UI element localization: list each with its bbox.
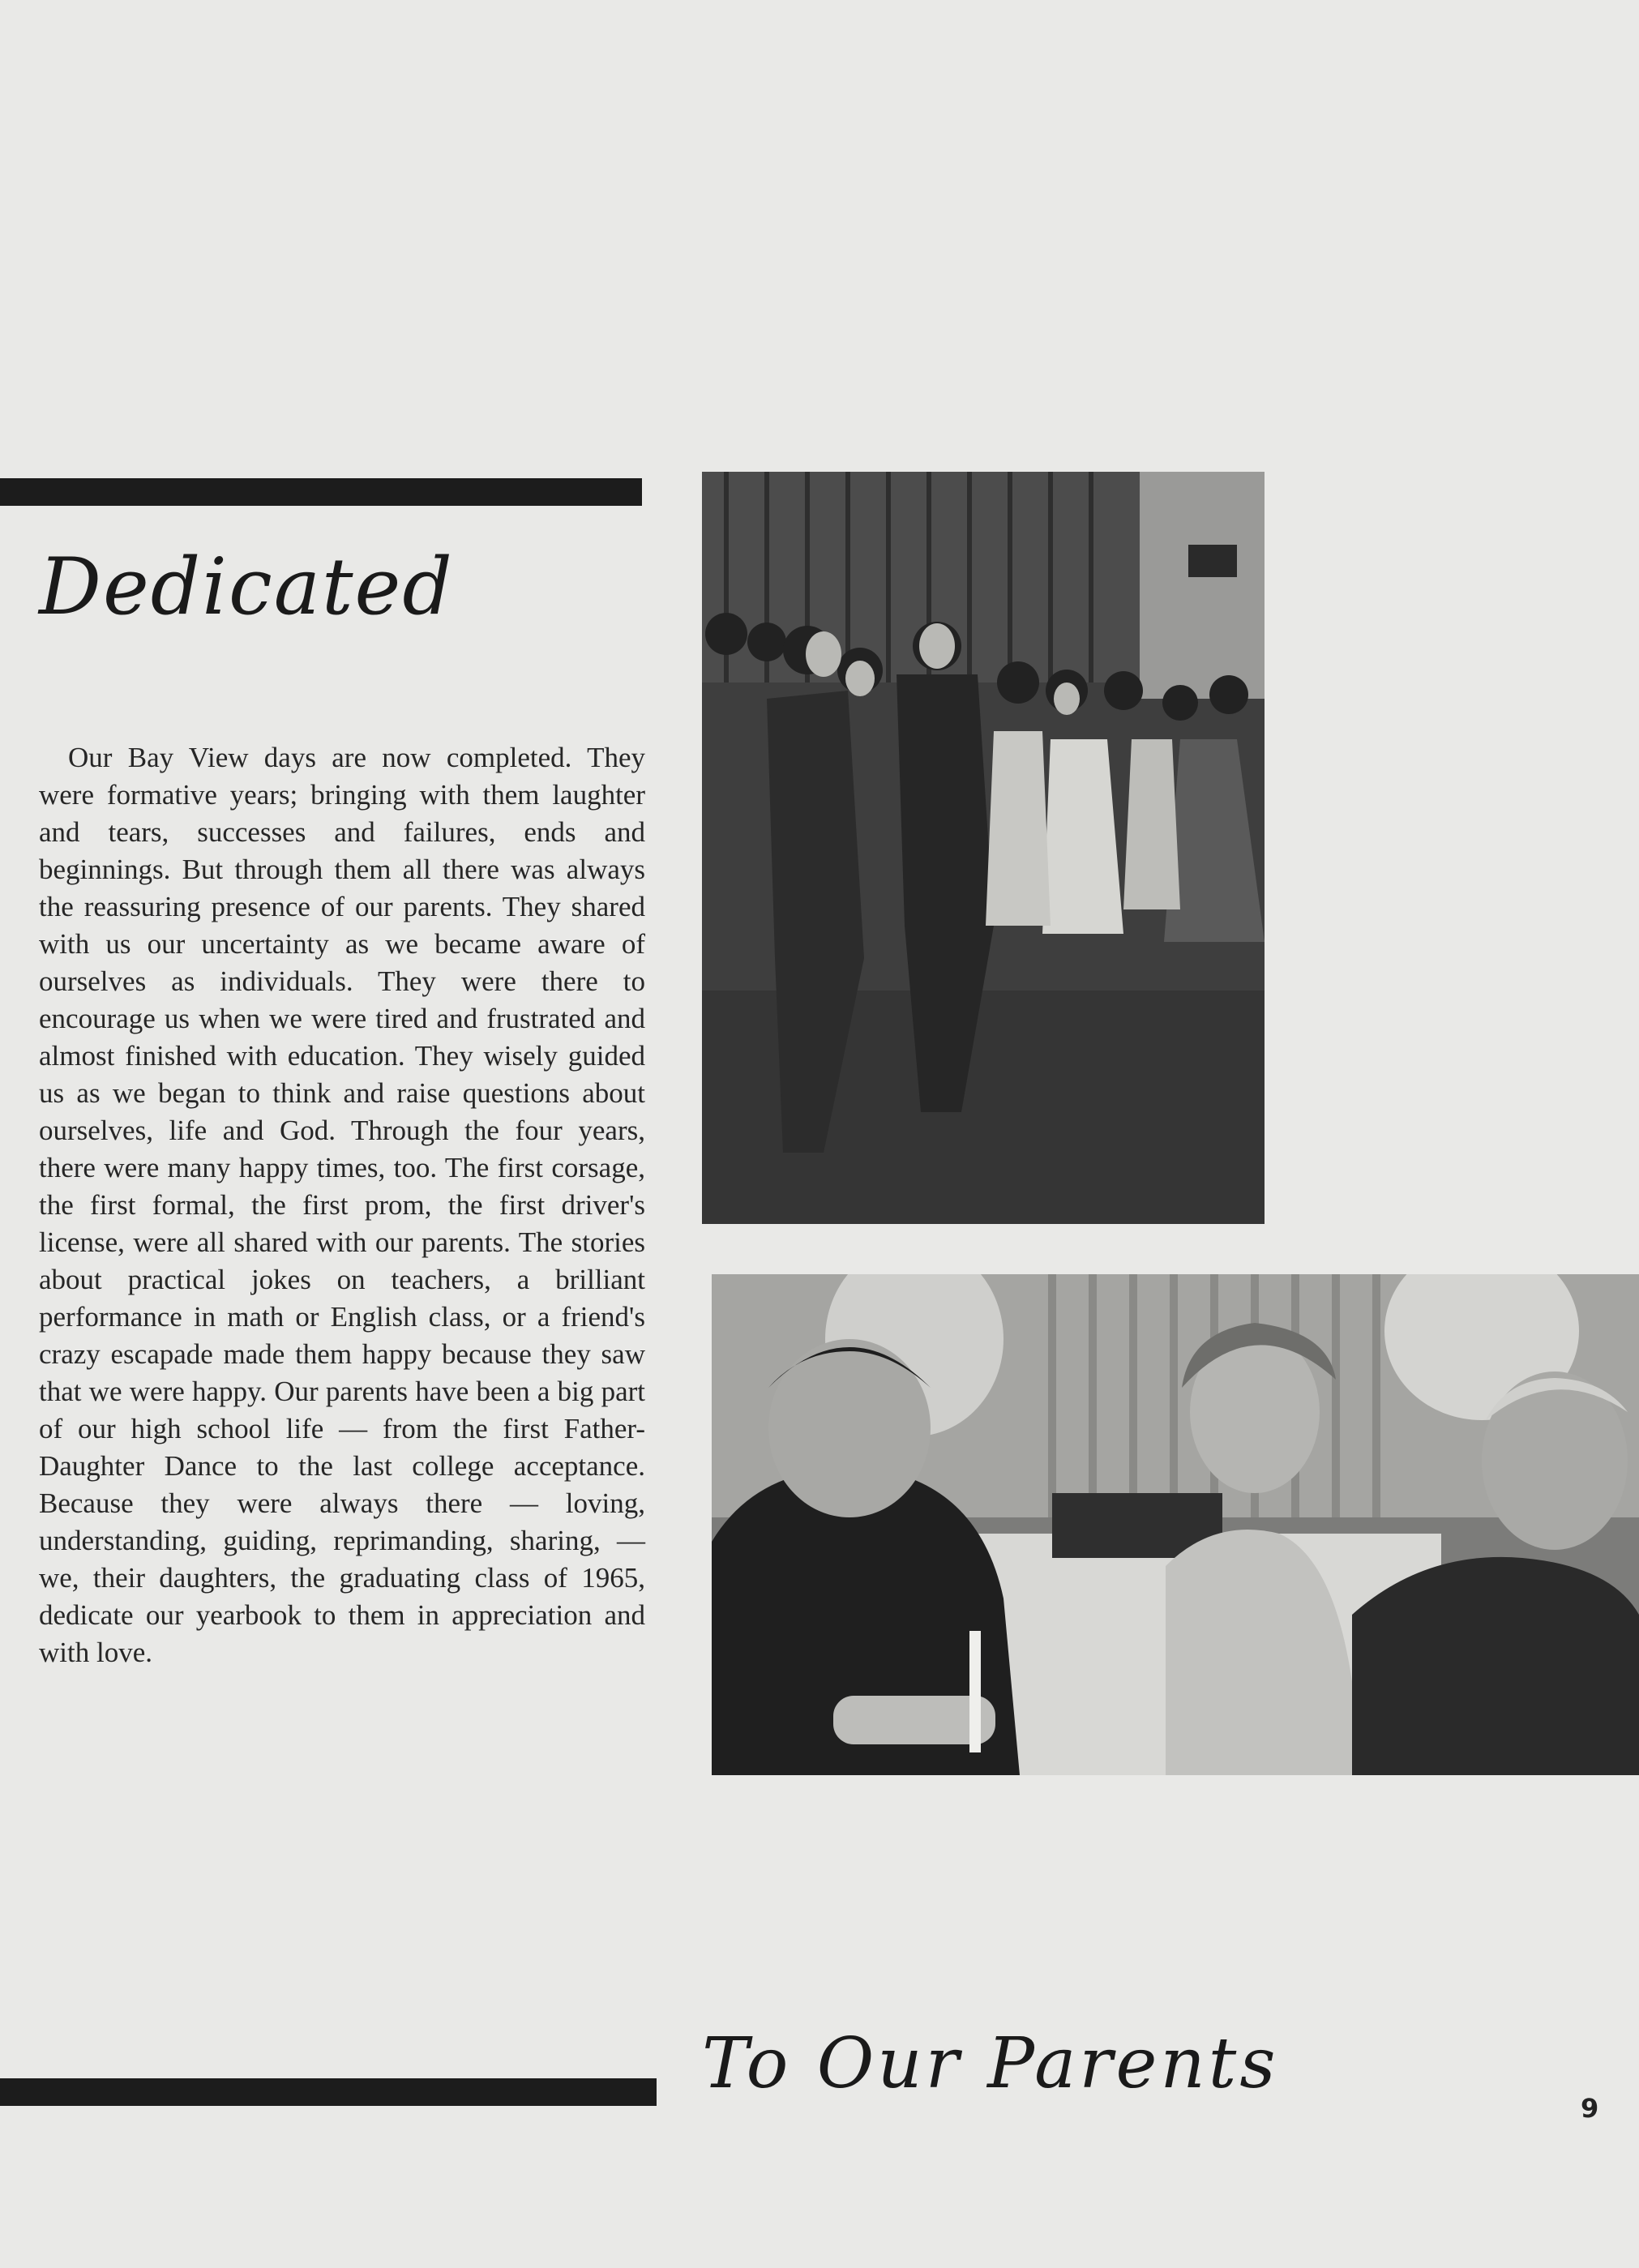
closing-heading: To Our Parents (702, 2023, 1279, 2104)
page-number: 9 (1581, 2093, 1599, 2124)
photo-crowd-applauding (702, 472, 1265, 1224)
page-heading: Dedicated (39, 541, 454, 632)
dedication-body-text: Our Bay View days are now completed. They were formative years; bringing with them laughter and tears, successes and failures, ends and beginnings. But through them all there was always the reassuring presence of our parents. They shared with us our uncertainty as we became aware of ourselves as individuals. They were there to encourage us when we were tired and frustrated and almost finished with education. They wisely guided us as we began to think and raise questions about ourselves, life and God. Through the four years, there were many happy times, too. The first corsage, the first formal, the first prom, the first driver's license, were all shared with our parents. The stories about practical jokes on teachers, a brilliant performance in math or English class, or a friend's crazy escapade made them happy because they saw that we were happy. Our parents have been a big part of our high school life — from the first Father-Daughter Dance to the last college acceptance. Because they were always there — loving, understanding, guiding, reprimanding, sharing, — we, their daughters, the graduating class of 1965, dedicate our yearbook to them in appreciation and with love. (39, 742, 645, 1668)
bottom-black-rule (0, 2078, 657, 2106)
top-black-rule (0, 478, 642, 506)
photo-banquet-table (712, 1274, 1639, 1775)
